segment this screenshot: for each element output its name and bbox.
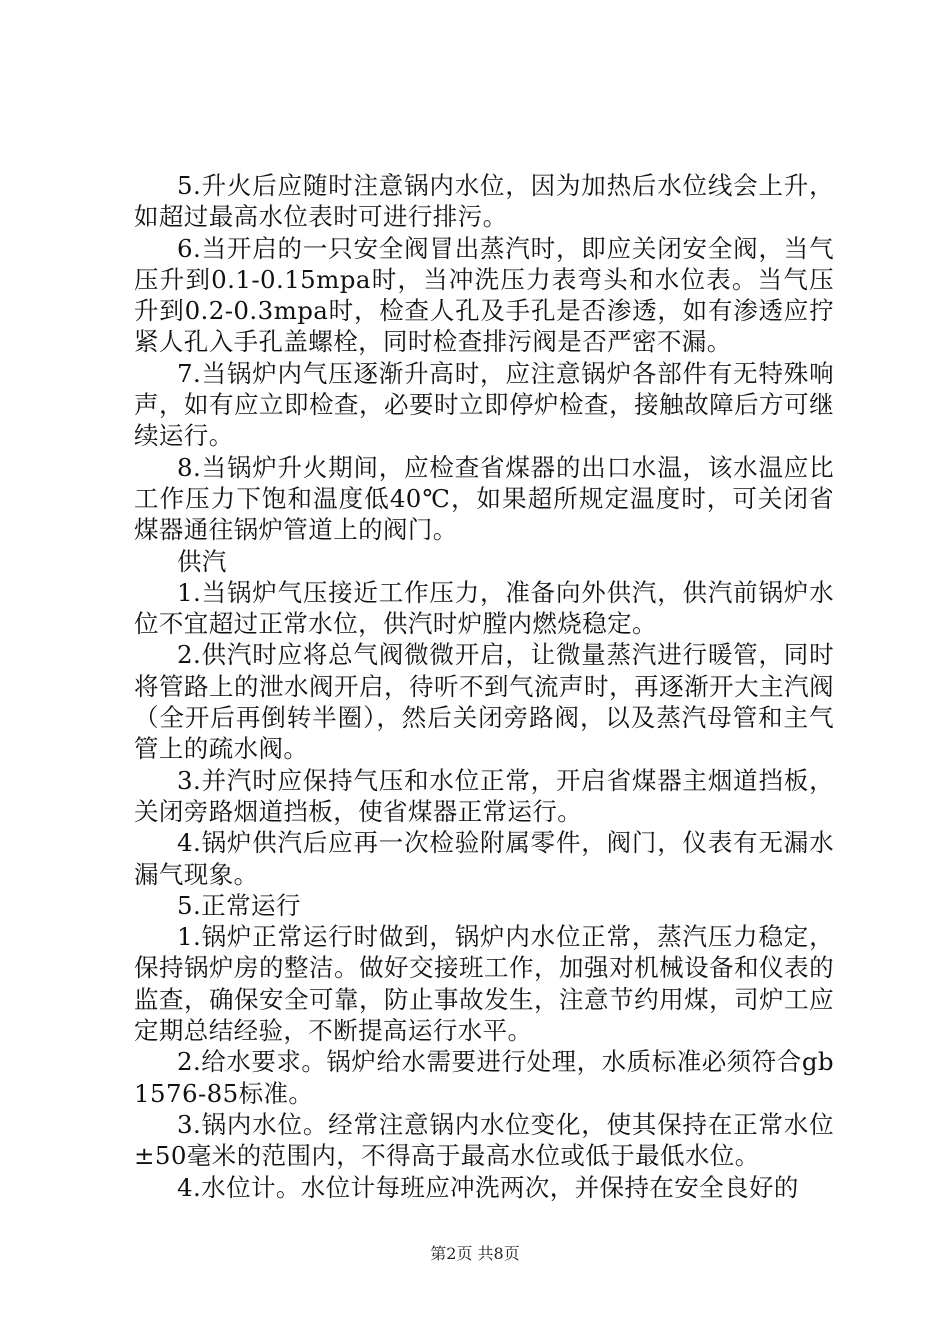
paragraph-startup-step-5: 5.升火后应随时注意锅内水位，因为加热后水位线会上升，如超过最高水位表时可进行排污。 [134, 171, 834, 232]
paragraph-supply-step-3: 3.并汽时应保持气压和水位正常，开启省煤器主烟道挡板，关闭旁路烟道挡板，使省煤器正常运行。 [134, 765, 834, 826]
section-heading-steam-supply: 供汽 [177, 546, 227, 576]
page-number-footer: 第2页 共8页 [430, 1244, 520, 1263]
paragraph-supply-step-1: 1.当锅炉气压接近工作压力，准备向外供汽，供汽前锅炉水位不宜超过正常水位，供汽时炉膛内燃烧稳定。 [134, 577, 834, 639]
paragraph-operation-step-1: 1.锅炉正常运行时做到，锅炉内水位正常，蒸汽压力稳定，保持锅炉房的整洁。做好交接班工作，加强对机械设备和仪表的监查，确保安全可靠，防止事故发生，注意节约用煤，司炉工应定期总结经验，不断提高运行水平。 [134, 922, 834, 1046]
paragraph-operation-step-3: 3.锅内水位。经常注意锅内水位变化，使其保持在正常水位±50毫米的范围内，不得高于最高水位或低于最低水位。 [134, 1109, 834, 1171]
section-heading-normal-operation: 5.正常运行 [177, 890, 301, 920]
paragraph-startup-step-6: 6.当开启的一只安全阀冒出蒸汽时，即应关闭安全阀，当气压升到0.1-0.15mpa时，当冲洗压力表弯头和水位表。当气压升到0.2-0.3mpa时，检查人孔及手孔是否渗透，如有渗透应拧紧人孔入手孔盖螺栓，同时检查排污阀是否严密不漏。 [134, 233, 834, 357]
paragraph-startup-step-8: 8.当锅炉升火期间，应检查省煤器的出口水温，该水温应比工作压力下饱和温度低40℃，如果超所规定温度时，可关闭省煤器通往锅炉管道上的阀门。 [134, 452, 834, 545]
paragraph-operation-step-4: 4.水位计。水位计每班应冲洗两次，并保持在安全良好的 [177, 1172, 799, 1202]
document-body [134, 170, 834, 1203]
paragraph-supply-step-2: 2.供汽时应将总气阀微微开启，让微量蒸汽进行暖管，同时将管路上的泄水阀开启，待听不到气流声时，再逐渐开大主汽阀（全开后再倒转半圈），然后关闭旁路阀，以及蒸汽母管和主气管上的疏水阀。 [134, 640, 834, 764]
paragraph-startup-step-7: 7.当锅炉内气压逐渐升高时，应注意锅炉各部件有无特殊响声，如有应立即检查，必要时立即停炉检查，接触故障后方可继续运行。 [134, 358, 834, 451]
paragraph-operation-step-2: 2.给水要求。锅炉给水需要进行处理，水质标准必须符合gb1576-85标准。 [134, 1047, 834, 1108]
paragraph-supply-step-4: 4.锅炉供汽后应再一次检验附属零件，阀门，仪表有无漏水漏气现象。 [134, 828, 834, 889]
